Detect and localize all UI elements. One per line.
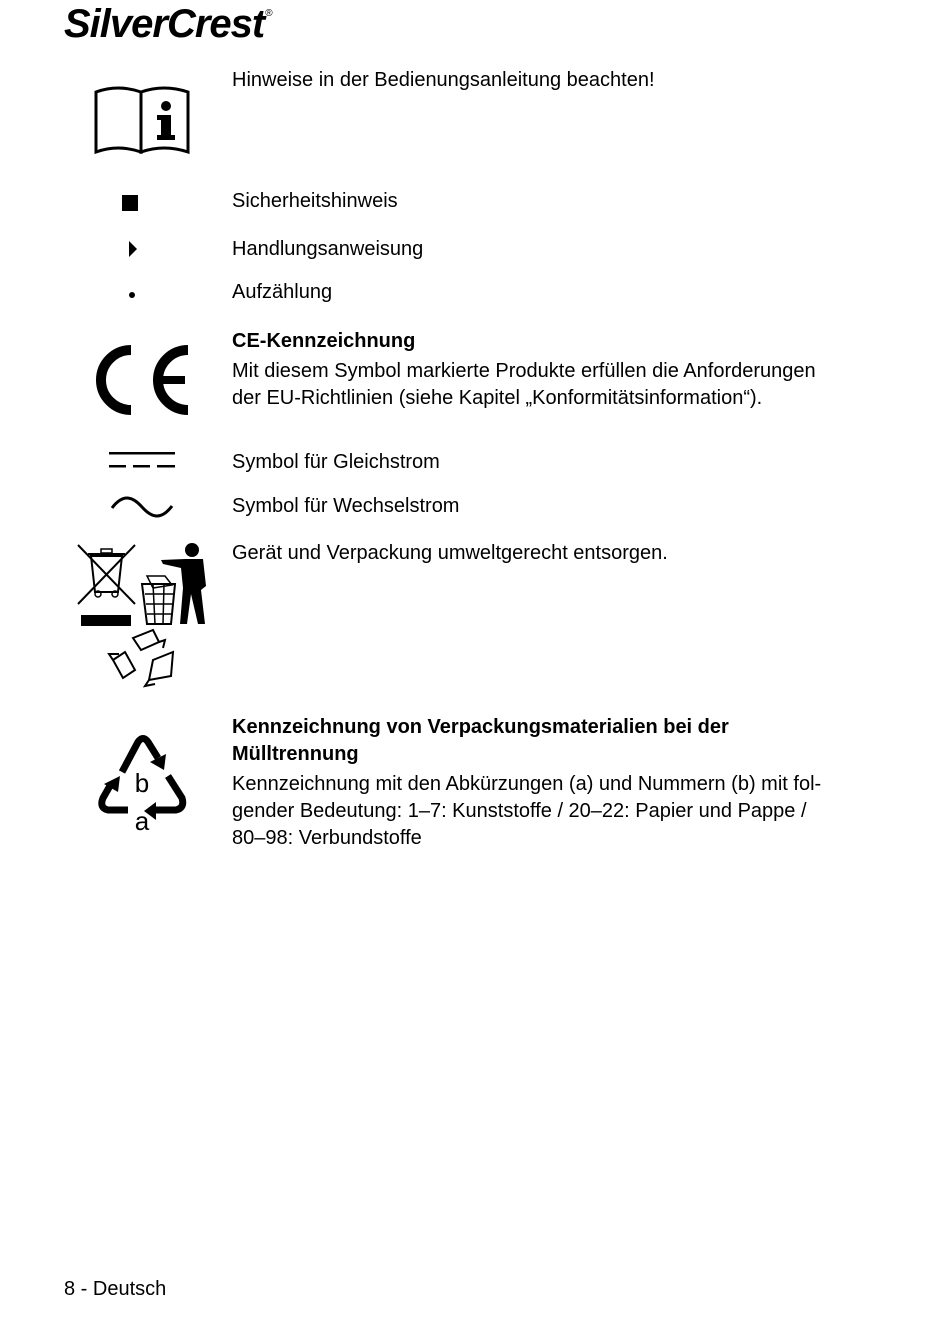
alternating-current-text: Symbol für Wechselstrom — [232, 495, 460, 517]
triangle-arrow-icon — [128, 240, 138, 258]
recycling-code-icon — [96, 732, 190, 834]
packaging-text-line1: Kennzeichnung mit den Abkürzungen (a) und Nummern (b) mit fol- — [232, 773, 822, 795]
packaging-text-line3: 80–98: Verbundstoffe — [232, 827, 422, 849]
registered-mark: ® — [265, 8, 273, 19]
recycling-code-b: b — [134, 768, 150, 798]
disposal-recycling-icon — [75, 542, 215, 690]
list-text: Aufzählung — [232, 281, 333, 303]
ce-text-line1: Mit diesem Symbol markierte Produkte erfüllen die Anforderungen — [232, 360, 816, 382]
ce-mark-icon — [93, 344, 191, 416]
direct-current-icon — [108, 450, 176, 470]
brand-logo — [64, 2, 273, 46]
safety-hint-text: Sicherheitshinweis — [232, 190, 398, 212]
disposal-text: Gerät und Verpackung umweltgerecht entsorgen. — [232, 542, 668, 564]
packaging-title-line2: Mülltrennung — [232, 743, 359, 765]
manual-hint-text: Hinweise in der Bedienungsanleitung beachten! — [232, 69, 655, 91]
alternating-current-icon — [110, 494, 174, 520]
page-number: 8 - Deutsch — [64, 1278, 167, 1300]
action-instruction-text: Handlungsanweisung — [232, 238, 424, 260]
brand-logo-text: SilverCrest — [64, 2, 265, 46]
packaging-text-line2: gender Bedeutung: 1–7: Kunststoffe / 20–22: Papier und Pappe / — [232, 800, 807, 822]
dot-bullet-icon — [129, 292, 135, 298]
ce-text-line2: der EU-Richtlinien (siehe Kapitel „Konformitätsinformation“). — [232, 387, 763, 409]
square-bullet-icon — [122, 195, 138, 211]
recycling-code-a: a — [134, 806, 150, 834]
packaging-title-line1: Kennzeichnung von Verpackungsmaterialien bei der — [232, 716, 729, 738]
manual-info-icon — [93, 82, 191, 156]
ce-title: CE-Kennzeichnung — [232, 330, 416, 352]
direct-current-text: Symbol für Gleichstrom — [232, 451, 440, 473]
